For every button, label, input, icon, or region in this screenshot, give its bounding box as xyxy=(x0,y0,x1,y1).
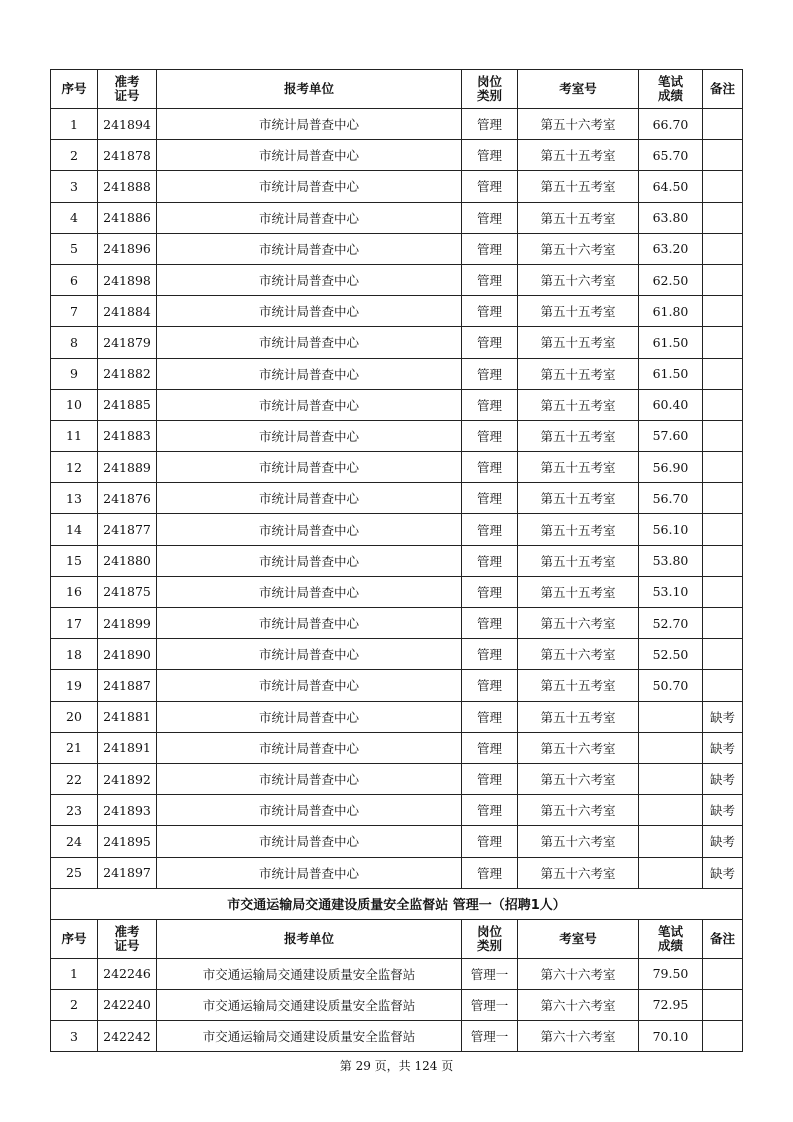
cell-score: 63.80 xyxy=(639,202,703,233)
cell-remark: 缺考 xyxy=(703,763,743,794)
cell-seq: 9 xyxy=(51,358,98,389)
cell-score: 62.50 xyxy=(639,264,703,295)
cell-room: 第五十五考室 xyxy=(518,514,639,545)
table-row xyxy=(51,701,743,732)
cell-score: 61.50 xyxy=(639,358,703,389)
section1-rows xyxy=(51,109,743,889)
cell-unit: 市统计局普查中心 xyxy=(157,795,462,826)
cell-post-type: 管理 xyxy=(462,233,518,264)
cell-remark xyxy=(703,670,743,701)
cell-score xyxy=(639,732,703,763)
cell-remark xyxy=(703,958,743,989)
cell-post-type: 管理 xyxy=(462,514,518,545)
cell-post-type: 管理 xyxy=(462,826,518,857)
table-row xyxy=(51,202,743,233)
table-row xyxy=(51,545,743,576)
cell-post-type: 管理 xyxy=(462,452,518,483)
cell-score: 56.10 xyxy=(639,514,703,545)
header-room: 考室号 xyxy=(518,70,639,109)
cell-unit: 市统计局普查中心 xyxy=(157,327,462,358)
cell-post-type: 管理 xyxy=(462,171,518,202)
table-header-row xyxy=(51,919,743,958)
cell-score: 64.50 xyxy=(639,171,703,202)
cell-score: 63.20 xyxy=(639,233,703,264)
cell-room: 第六十六考室 xyxy=(518,958,639,989)
table-row xyxy=(51,264,743,295)
cell-ticket-no: 241885 xyxy=(98,389,157,420)
cell-remark xyxy=(703,171,743,202)
cell-remark xyxy=(703,989,743,1020)
section2-title: 市交通运输局交通建设质量安全监督站 管理一（招聘1人） xyxy=(51,888,743,919)
cell-score: 53.80 xyxy=(639,545,703,576)
cell-remark: 缺考 xyxy=(703,857,743,888)
cell-ticket-no: 241887 xyxy=(98,670,157,701)
cell-unit: 市统计局普查中心 xyxy=(157,857,462,888)
cell-seq: 8 xyxy=(51,327,98,358)
cell-post-type: 管理 xyxy=(462,296,518,327)
cell-room: 第五十六考室 xyxy=(518,826,639,857)
cell-unit: 市统计局普查中心 xyxy=(157,202,462,233)
cell-remark xyxy=(703,1021,743,1052)
cell-remark xyxy=(703,483,743,514)
cell-room: 第五十六考室 xyxy=(518,639,639,670)
cell-seq: 2 xyxy=(51,140,98,171)
cell-unit: 市统计局普查中心 xyxy=(157,701,462,732)
cell-remark xyxy=(703,639,743,670)
cell-score: 52.50 xyxy=(639,639,703,670)
cell-room: 第五十五考室 xyxy=(518,296,639,327)
cell-score: 57.60 xyxy=(639,420,703,451)
cell-seq: 5 xyxy=(51,233,98,264)
cell-post-type: 管理 xyxy=(462,763,518,794)
results-table xyxy=(50,69,743,1052)
cell-score: 79.50 xyxy=(639,958,703,989)
cell-room: 第五十五考室 xyxy=(518,701,639,732)
cell-ticket-no: 241892 xyxy=(98,763,157,794)
cell-ticket-no: 241891 xyxy=(98,732,157,763)
cell-ticket-no: 241882 xyxy=(98,358,157,389)
cell-score: 53.10 xyxy=(639,576,703,607)
cell-ticket-no: 242246 xyxy=(98,958,157,989)
cell-score: 52.70 xyxy=(639,608,703,639)
cell-room: 第六十六考室 xyxy=(518,989,639,1020)
cell-score: 66.70 xyxy=(639,109,703,140)
cell-ticket-no: 241880 xyxy=(98,545,157,576)
cell-room: 第五十五考室 xyxy=(518,452,639,483)
table-row xyxy=(51,857,743,888)
cell-post-type: 管理 xyxy=(462,358,518,389)
cell-unit: 市统计局普查中心 xyxy=(157,732,462,763)
results-page xyxy=(50,69,742,1052)
header-seq: 序号 xyxy=(51,919,98,958)
cell-remark xyxy=(703,233,743,264)
cell-seq: 3 xyxy=(51,171,98,202)
cell-score: 61.50 xyxy=(639,327,703,358)
cell-remark xyxy=(703,140,743,171)
cell-unit: 市统计局普查中心 xyxy=(157,140,462,171)
cell-post-type: 管理 xyxy=(462,701,518,732)
cell-remark xyxy=(703,264,743,295)
table-header-row xyxy=(51,70,743,109)
cell-unit: 市统计局普查中心 xyxy=(157,514,462,545)
table-row xyxy=(51,452,743,483)
cell-ticket-no: 241878 xyxy=(98,140,157,171)
cell-seq: 2 xyxy=(51,989,98,1020)
cell-seq: 14 xyxy=(51,514,98,545)
table-row xyxy=(51,233,743,264)
cell-ticket-no: 241879 xyxy=(98,327,157,358)
cell-seq: 1 xyxy=(51,109,98,140)
cell-post-type: 管理 xyxy=(462,670,518,701)
cell-seq: 13 xyxy=(51,483,98,514)
cell-unit: 市统计局普查中心 xyxy=(157,452,462,483)
cell-remark xyxy=(703,358,743,389)
table-row xyxy=(51,989,743,1020)
cell-seq: 7 xyxy=(51,296,98,327)
cell-seq: 25 xyxy=(51,857,98,888)
table-row xyxy=(51,608,743,639)
table-row xyxy=(51,576,743,607)
cell-unit: 市统计局普查中心 xyxy=(157,109,462,140)
cell-seq: 20 xyxy=(51,701,98,732)
table-row xyxy=(51,763,743,794)
cell-remark: 缺考 xyxy=(703,701,743,732)
cell-unit: 市统计局普查中心 xyxy=(157,826,462,857)
cell-score: 56.70 xyxy=(639,483,703,514)
cell-post-type: 管理 xyxy=(462,545,518,576)
section-title-row xyxy=(51,888,743,919)
cell-post-type: 管理 xyxy=(462,483,518,514)
cell-seq: 12 xyxy=(51,452,98,483)
cell-remark xyxy=(703,389,743,420)
cell-score xyxy=(639,857,703,888)
cell-ticket-no: 241881 xyxy=(98,701,157,732)
cell-unit: 市统计局普查中心 xyxy=(157,171,462,202)
cell-seq: 21 xyxy=(51,732,98,763)
cell-room: 第六十六考室 xyxy=(518,1021,639,1052)
cell-remark xyxy=(703,420,743,451)
header-ticket-no: 准考 证号 xyxy=(98,70,157,109)
table-row xyxy=(51,670,743,701)
cell-score: 70.10 xyxy=(639,1021,703,1052)
cell-ticket-no: 241894 xyxy=(98,109,157,140)
cell-ticket-no: 241893 xyxy=(98,795,157,826)
cell-ticket-no: 242240 xyxy=(98,989,157,1020)
cell-seq: 11 xyxy=(51,420,98,451)
cell-unit: 市统计局普查中心 xyxy=(157,296,462,327)
cell-seq: 23 xyxy=(51,795,98,826)
header-unit: 报考单位 xyxy=(157,70,462,109)
cell-room: 第五十六考室 xyxy=(518,857,639,888)
cell-post-type: 管理 xyxy=(462,140,518,171)
cell-remark xyxy=(703,452,743,483)
cell-room: 第五十五考室 xyxy=(518,202,639,233)
table-row xyxy=(51,389,743,420)
cell-unit: 市统计局普查中心 xyxy=(157,608,462,639)
cell-ticket-no: 241899 xyxy=(98,608,157,639)
cell-seq: 4 xyxy=(51,202,98,233)
cell-remark xyxy=(703,109,743,140)
cell-unit: 市交通运输局交通建设质量安全监督站 xyxy=(157,958,462,989)
cell-remark: 缺考 xyxy=(703,826,743,857)
cell-post-type: 管理 xyxy=(462,857,518,888)
header-ticket-no: 准考 证号 xyxy=(98,919,157,958)
cell-ticket-no: 241897 xyxy=(98,857,157,888)
table-row xyxy=(51,327,743,358)
cell-score xyxy=(639,763,703,794)
section2-rows xyxy=(51,958,743,1052)
cell-ticket-no: 241883 xyxy=(98,420,157,451)
cell-unit: 市统计局普查中心 xyxy=(157,670,462,701)
cell-post-type: 管理 xyxy=(462,327,518,358)
table-row xyxy=(51,171,743,202)
cell-unit: 市统计局普查中心 xyxy=(157,483,462,514)
table-row xyxy=(51,826,743,857)
cell-score: 72.95 xyxy=(639,989,703,1020)
table-row xyxy=(51,483,743,514)
cell-unit: 市交通运输局交通建设质量安全监督站 xyxy=(157,989,462,1020)
cell-room: 第五十六考室 xyxy=(518,264,639,295)
cell-ticket-no: 241895 xyxy=(98,826,157,857)
header-room: 考室号 xyxy=(518,919,639,958)
cell-score xyxy=(639,795,703,826)
cell-ticket-no: 241877 xyxy=(98,514,157,545)
cell-ticket-no: 241896 xyxy=(98,233,157,264)
cell-room: 第五十六考室 xyxy=(518,732,639,763)
table-row xyxy=(51,358,743,389)
cell-unit: 市统计局普查中心 xyxy=(157,763,462,794)
cell-post-type: 管理 xyxy=(462,109,518,140)
cell-ticket-no: 241888 xyxy=(98,171,157,202)
cell-room: 第五十五考室 xyxy=(518,420,639,451)
cell-post-type: 管理 xyxy=(462,639,518,670)
cell-unit: 市交通运输局交通建设质量安全监督站 xyxy=(157,1021,462,1052)
cell-unit: 市统计局普查中心 xyxy=(157,358,462,389)
cell-post-type: 管理一 xyxy=(462,958,518,989)
cell-seq: 15 xyxy=(51,545,98,576)
cell-remark xyxy=(703,514,743,545)
cell-remark: 缺考 xyxy=(703,795,743,826)
cell-seq: 6 xyxy=(51,264,98,295)
cell-remark xyxy=(703,296,743,327)
cell-post-type: 管理 xyxy=(462,264,518,295)
cell-post-type: 管理一 xyxy=(462,989,518,1020)
cell-unit: 市统计局普查中心 xyxy=(157,233,462,264)
cell-post-type: 管理 xyxy=(462,576,518,607)
cell-unit: 市统计局普查中心 xyxy=(157,545,462,576)
cell-remark xyxy=(703,545,743,576)
cell-seq: 1 xyxy=(51,958,98,989)
cell-room: 第五十六考室 xyxy=(518,608,639,639)
header-score: 笔试 成绩 xyxy=(639,919,703,958)
cell-remark xyxy=(703,202,743,233)
cell-room: 第五十五考室 xyxy=(518,545,639,576)
cell-ticket-no: 241876 xyxy=(98,483,157,514)
table-row xyxy=(51,296,743,327)
cell-post-type: 管理 xyxy=(462,389,518,420)
cell-room: 第五十五考室 xyxy=(518,576,639,607)
cell-room: 第五十六考室 xyxy=(518,109,639,140)
cell-seq: 22 xyxy=(51,763,98,794)
cell-room: 第五十六考室 xyxy=(518,763,639,794)
cell-post-type: 管理一 xyxy=(462,1021,518,1052)
table-row xyxy=(51,639,743,670)
cell-room: 第五十五考室 xyxy=(518,171,639,202)
cell-remark xyxy=(703,608,743,639)
table-row xyxy=(51,420,743,451)
cell-ticket-no: 241890 xyxy=(98,639,157,670)
header-score: 笔试 成绩 xyxy=(639,70,703,109)
cell-post-type: 管理 xyxy=(462,795,518,826)
page-footer: 第 29 页，共 124 页 xyxy=(339,1059,454,1073)
cell-ticket-no: 241898 xyxy=(98,264,157,295)
cell-room: 第五十五考室 xyxy=(518,670,639,701)
cell-seq: 10 xyxy=(51,389,98,420)
header-post-type: 岗位 类别 xyxy=(462,70,518,109)
table-row xyxy=(51,795,743,826)
cell-remark xyxy=(703,576,743,607)
cell-remark: 缺考 xyxy=(703,732,743,763)
cell-post-type: 管理 xyxy=(462,202,518,233)
cell-score: 65.70 xyxy=(639,140,703,171)
cell-unit: 市统计局普查中心 xyxy=(157,389,462,420)
cell-seq: 16 xyxy=(51,576,98,607)
cell-score: 61.80 xyxy=(639,296,703,327)
cell-score xyxy=(639,701,703,732)
header-unit: 报考单位 xyxy=(157,919,462,958)
table-row xyxy=(51,958,743,989)
cell-unit: 市统计局普查中心 xyxy=(157,264,462,295)
cell-ticket-no: 241886 xyxy=(98,202,157,233)
cell-unit: 市统计局普查中心 xyxy=(157,420,462,451)
cell-seq: 17 xyxy=(51,608,98,639)
cell-room: 第五十六考室 xyxy=(518,795,639,826)
cell-remark xyxy=(703,327,743,358)
cell-seq: 24 xyxy=(51,826,98,857)
cell-seq: 18 xyxy=(51,639,98,670)
cell-unit: 市统计局普查中心 xyxy=(157,639,462,670)
cell-ticket-no: 241889 xyxy=(98,452,157,483)
cell-room: 第五十五考室 xyxy=(518,327,639,358)
table-row xyxy=(51,732,743,763)
table-row xyxy=(51,140,743,171)
cell-score: 50.70 xyxy=(639,670,703,701)
cell-room: 第五十六考室 xyxy=(518,233,639,264)
cell-room: 第五十五考室 xyxy=(518,389,639,420)
cell-room: 第五十五考室 xyxy=(518,140,639,171)
cell-seq: 19 xyxy=(51,670,98,701)
header-post-type: 岗位 类别 xyxy=(462,919,518,958)
cell-unit: 市统计局普查中心 xyxy=(157,576,462,607)
cell-post-type: 管理 xyxy=(462,732,518,763)
cell-ticket-no: 241884 xyxy=(98,296,157,327)
cell-score: 56.90 xyxy=(639,452,703,483)
table-row xyxy=(51,1021,743,1052)
cell-post-type: 管理 xyxy=(462,608,518,639)
cell-score: 60.40 xyxy=(639,389,703,420)
table-row xyxy=(51,109,743,140)
header-remark: 备注 xyxy=(703,70,743,109)
cell-room: 第五十五考室 xyxy=(518,483,639,514)
cell-ticket-no: 241875 xyxy=(98,576,157,607)
cell-ticket-no: 242242 xyxy=(98,1021,157,1052)
header-remark: 备注 xyxy=(703,919,743,958)
cell-post-type: 管理 xyxy=(462,420,518,451)
cell-score xyxy=(639,826,703,857)
header-seq: 序号 xyxy=(51,70,98,109)
cell-seq: 3 xyxy=(51,1021,98,1052)
table-row xyxy=(51,514,743,545)
cell-room: 第五十五考室 xyxy=(518,358,639,389)
